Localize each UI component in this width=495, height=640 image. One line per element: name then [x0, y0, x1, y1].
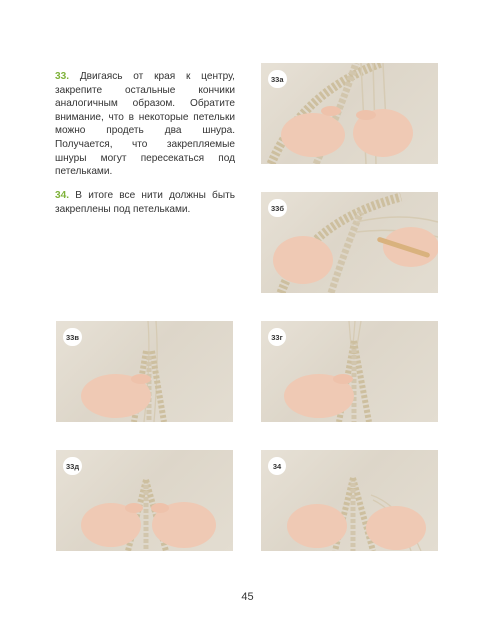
photo-33d: [56, 450, 233, 551]
step-text: В итоге все нити должны быть закреплены под петельками.: [55, 189, 235, 215]
photo-label: 33б: [268, 199, 287, 217]
photo-34: [261, 450, 438, 551]
photo-label: 33а: [268, 70, 287, 88]
step-text: Двигаясь от края к центру, закрепите остальные кончики аналогичным образом. Обратите внимание, что в некоторые петельки можно продеть два шнура. Получается, что закрепляемые шнуры могут пересекаться под петельками.: [55, 71, 235, 178]
photo-33v: [56, 321, 233, 422]
photo-label: 33в: [63, 328, 82, 346]
step-33: [55, 70, 235, 179]
photo-33a: [261, 63, 438, 164]
photo-33b: [261, 192, 438, 293]
macrame-leaf-photo-icon: [261, 192, 438, 293]
step-number: 33.: [55, 71, 70, 83]
macrame-leaf-photo-icon: [56, 450, 233, 551]
photo-label: 34: [268, 457, 286, 475]
photo-33g: [261, 321, 438, 422]
photo-label: 33г: [268, 328, 286, 346]
macrame-leaf-photo-icon: [261, 450, 438, 551]
page-number: 45: [241, 591, 254, 603]
photo-label: 33д: [63, 457, 82, 475]
macrame-leaf-photo-icon: [56, 321, 233, 422]
step-number: 34.: [55, 189, 70, 201]
instruction-steps: [55, 60, 235, 223]
step-34: [55, 189, 235, 216]
macrame-leaf-photo-icon: [261, 63, 438, 164]
macrame-leaf-photo-icon: [261, 321, 438, 422]
